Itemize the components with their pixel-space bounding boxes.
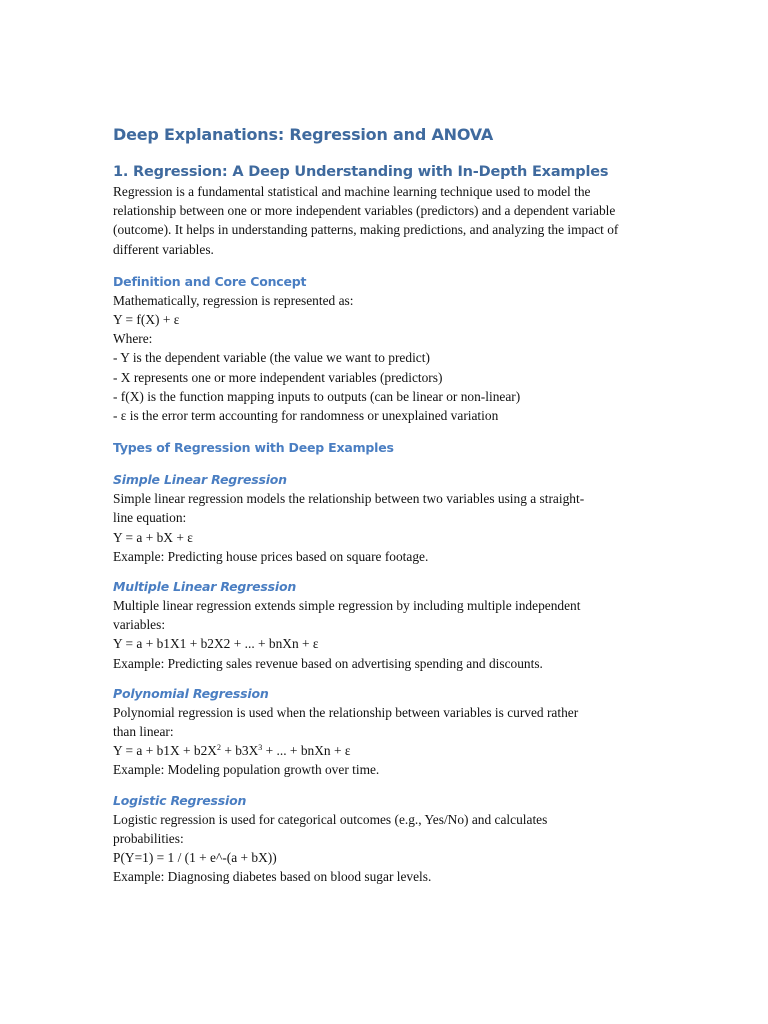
polynomial-formula-part: + ... + bnXn + ε <box>262 743 351 759</box>
logistic-formula: P(Y=1) = 1 / (1 + e^-(a + bX)) <box>113 850 277 866</box>
polynomial-formula-part: + b3X <box>220 743 259 759</box>
polynomial-description: Polynomial regression is used when the relationship between variables is curved rather <box>113 704 579 720</box>
logistic-description: Logistic regression is used for categorical outcomes (e.g., Yes/No) and calculates <box>113 811 548 827</box>
definition-formula: Y = f(X) + ε <box>113 312 180 328</box>
polynomial-formula-part: Y = a + b1X + b2X <box>113 743 217 759</box>
document-page <box>113 124 648 886</box>
definition-bullet: - ε is the error term accounting for randomness or unexplained variation <box>113 408 499 424</box>
subheading-simple-linear-regression: Simple Linear Regression <box>113 472 287 488</box>
simple-example: Example: Predicting house prices based on square footage. <box>113 548 429 564</box>
subheading-multiple-linear-regression: Multiple Linear Regression <box>113 579 297 595</box>
multiple-formula: Y = a + b1X1 + b2X2 + ... + bnXn + ε <box>113 636 319 652</box>
logistic-description-cont: probabilities: <box>113 830 184 846</box>
simple-description: Simple linear regression models the relationship between two variables using a straight- <box>113 491 585 507</box>
definition-line: Where: <box>113 331 153 347</box>
polynomial-example: Example: Modeling population growth over time. <box>113 762 380 778</box>
multiple-description: Multiple linear regression extends simple regression by including multiple independent <box>113 598 581 614</box>
simple-description-cont: line equation: <box>113 510 187 526</box>
multiple-example: Example: Predicting sales revenue based on advertising spending and discounts. <box>113 655 543 671</box>
polynomial-description-cont: than linear: <box>113 724 174 740</box>
section-heading-regression: 1. Regression: A Deep Understanding with In-Depth Examples <box>113 164 609 180</box>
simple-formula: Y = a + bX + ε <box>113 529 193 545</box>
definition-line: Mathematically, regression is represented as: <box>113 292 354 308</box>
definition-bullet: - f(X) is the function mapping inputs to outputs (can be linear or non-linear) <box>113 388 521 404</box>
regression-intro-paragraph: Regression is a fundamental statistical and machine learning technique used to model the relationship between one or more independent variables (predictors) and a dependent variable (outcome). It helps in understanding patterns, making predictions, and analyzing the impact of different variables. <box>113 184 619 257</box>
document-title: Deep Explanations: Regression and ANOVA <box>113 125 494 144</box>
definition-bullet: - Y is the dependent variable (the value we want to predict) <box>113 350 430 366</box>
subheading-types-of-regression: Types of Regression with Deep Examples <box>113 440 394 456</box>
definition-bullet: - X represents one or more independent variables (predictors) <box>113 369 443 385</box>
multiple-description-cont: variables: <box>113 617 166 633</box>
subheading-definition: Definition and Core Concept <box>113 273 307 289</box>
polynomial-exponent: 2 <box>216 743 221 753</box>
logistic-example: Example: Diagnosing diabetes based on blood sugar levels. <box>113 869 432 885</box>
polynomial-exponent: 3 <box>258 743 263 753</box>
polynomial-formula <box>113 741 648 760</box>
subheading-polynomial-regression: Polynomial Regression <box>113 685 269 701</box>
subheading-logistic-regression: Logistic Regression <box>113 792 247 808</box>
